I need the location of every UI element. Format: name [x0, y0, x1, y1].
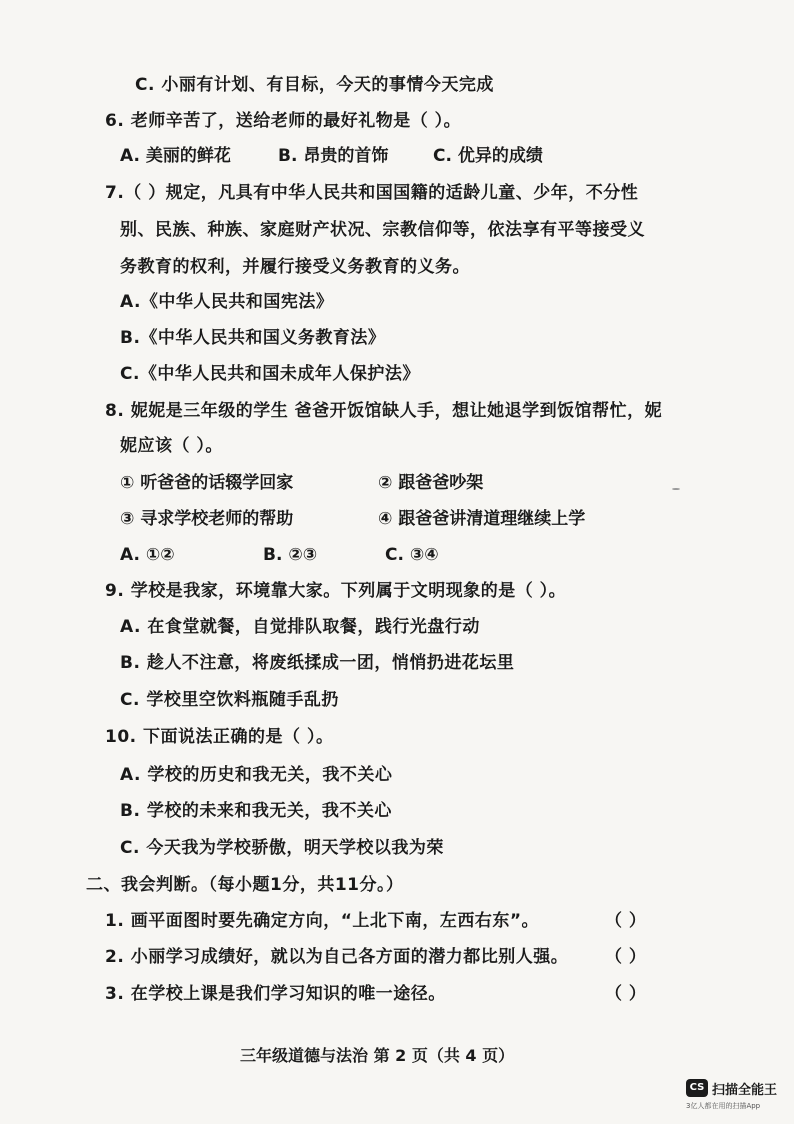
judge-item-2	[105, 946, 685, 968]
page-footer: 三年级道德与法治 第 2 页（共 4 页）	[240, 1046, 515, 1065]
q9-option-a: A. 在食堂就餐，自觉排队取餐，践行光盘行动	[120, 617, 480, 637]
judge-item-2-text: 2. 小丽学习成绩好，就以为自己各方面的潜力都比别人强。	[105, 947, 569, 967]
judge-item-1-paren: （ ）	[605, 911, 647, 931]
q7-stem-line-1: 7.（ ）规定，凡具有中华人民共和国国籍的适龄儿童、少年，不分性	[105, 183, 639, 203]
q8-choices-row-1	[120, 472, 680, 494]
q6-stem: 6. 老师辛苦了，送给老师的最好礼物是（ ）。	[105, 111, 462, 131]
q10-option-a: A. 学校的历史和我无关，我不关心	[120, 765, 393, 785]
q7-stem-line-3: 务教育的权利，并履行接受义务教育的义务。	[120, 257, 470, 277]
q7-option-a: A.《中华人民共和国宪法》	[120, 292, 334, 312]
q8-choice-4: ④ 跟爸爸讲清道理继续上学	[378, 509, 586, 529]
q9-stem: 9. 学校是我家，环境靠大家。下列属于文明现象的是（ ）。	[105, 581, 567, 601]
q6-option-a: A. 美丽的鲜花	[120, 146, 231, 166]
q6-option-c: C. 优异的成绩	[433, 146, 543, 166]
q9-option-c: C. 学校里空饮料瓶随手乱扔	[120, 690, 339, 710]
cs-logo-icon: CS	[686, 1079, 708, 1097]
q8-choice-3: ③ 寻求学校老师的帮助	[120, 509, 294, 529]
judge-item-3-text: 3. 在学校上课是我们学习知识的唯一途径。	[105, 984, 446, 1004]
q8-stem-line-1: 8. 妮妮是三年级的学生 爸爸开饭馆缺人手，想让她退学到饭馆帮忙，妮	[105, 401, 663, 421]
scan-speck	[672, 488, 680, 490]
q8-option-c: C. ③④	[385, 545, 439, 565]
q9-option-b: B. 趁人不注意，将废纸揉成一团，悄悄扔进花坛里	[120, 653, 515, 673]
section2-heading: 二、我会判断。（每小题1分，共11分。）	[86, 875, 404, 895]
q6-options	[120, 145, 620, 167]
q8-option-b: B. ②③	[263, 545, 318, 565]
scanner-watermark	[686, 1077, 790, 1117]
q8-option-a: A. ①②	[120, 545, 175, 565]
judge-item-1-text: 1. 画平面图时要先确定方向，“上北下南，左西右东”。	[105, 911, 540, 931]
judge-item-3	[105, 983, 685, 1005]
q10-stem: 10. 下面说法正确的是（ ）。	[105, 727, 334, 747]
watermark-name: 扫描全能王	[712, 1083, 778, 1098]
q8-options	[120, 544, 620, 566]
q8-choice-1: ① 听爸爸的话辍学回家	[120, 473, 294, 493]
q6-option-b: B. 昂贵的首饰	[278, 146, 389, 166]
judge-item-1	[105, 910, 685, 932]
judge-item-2-paren: （ ）	[605, 947, 647, 967]
q5-option-c: C. 小丽有计划、有目标，今天的事情今天完成	[135, 75, 494, 95]
q7-option-b: B.《中华人民共和国义务教育法》	[120, 328, 386, 348]
q10-option-b: B. 学校的未来和我无关，我不关心	[120, 801, 392, 821]
q10-option-c: C. 今天我为学校骄傲，明天学校以我为荣	[120, 838, 444, 858]
q8-stem-line-2: 妮应该（ ）。	[120, 436, 223, 456]
judge-item-3-paren: （ ）	[605, 984, 647, 1004]
watermark-tagline: 3亿人都在用的扫描App	[686, 1102, 761, 1110]
q8-choices-row-2	[120, 508, 680, 530]
q7-stem-line-2: 别、民族、种族、家庭财产状况、宗教信仰等，依法享有平等接受义	[120, 220, 645, 240]
q7-option-c: C.《中华人民共和国未成年人保护法》	[120, 364, 420, 384]
q8-choice-2: ② 跟爸爸吵架	[378, 473, 484, 493]
